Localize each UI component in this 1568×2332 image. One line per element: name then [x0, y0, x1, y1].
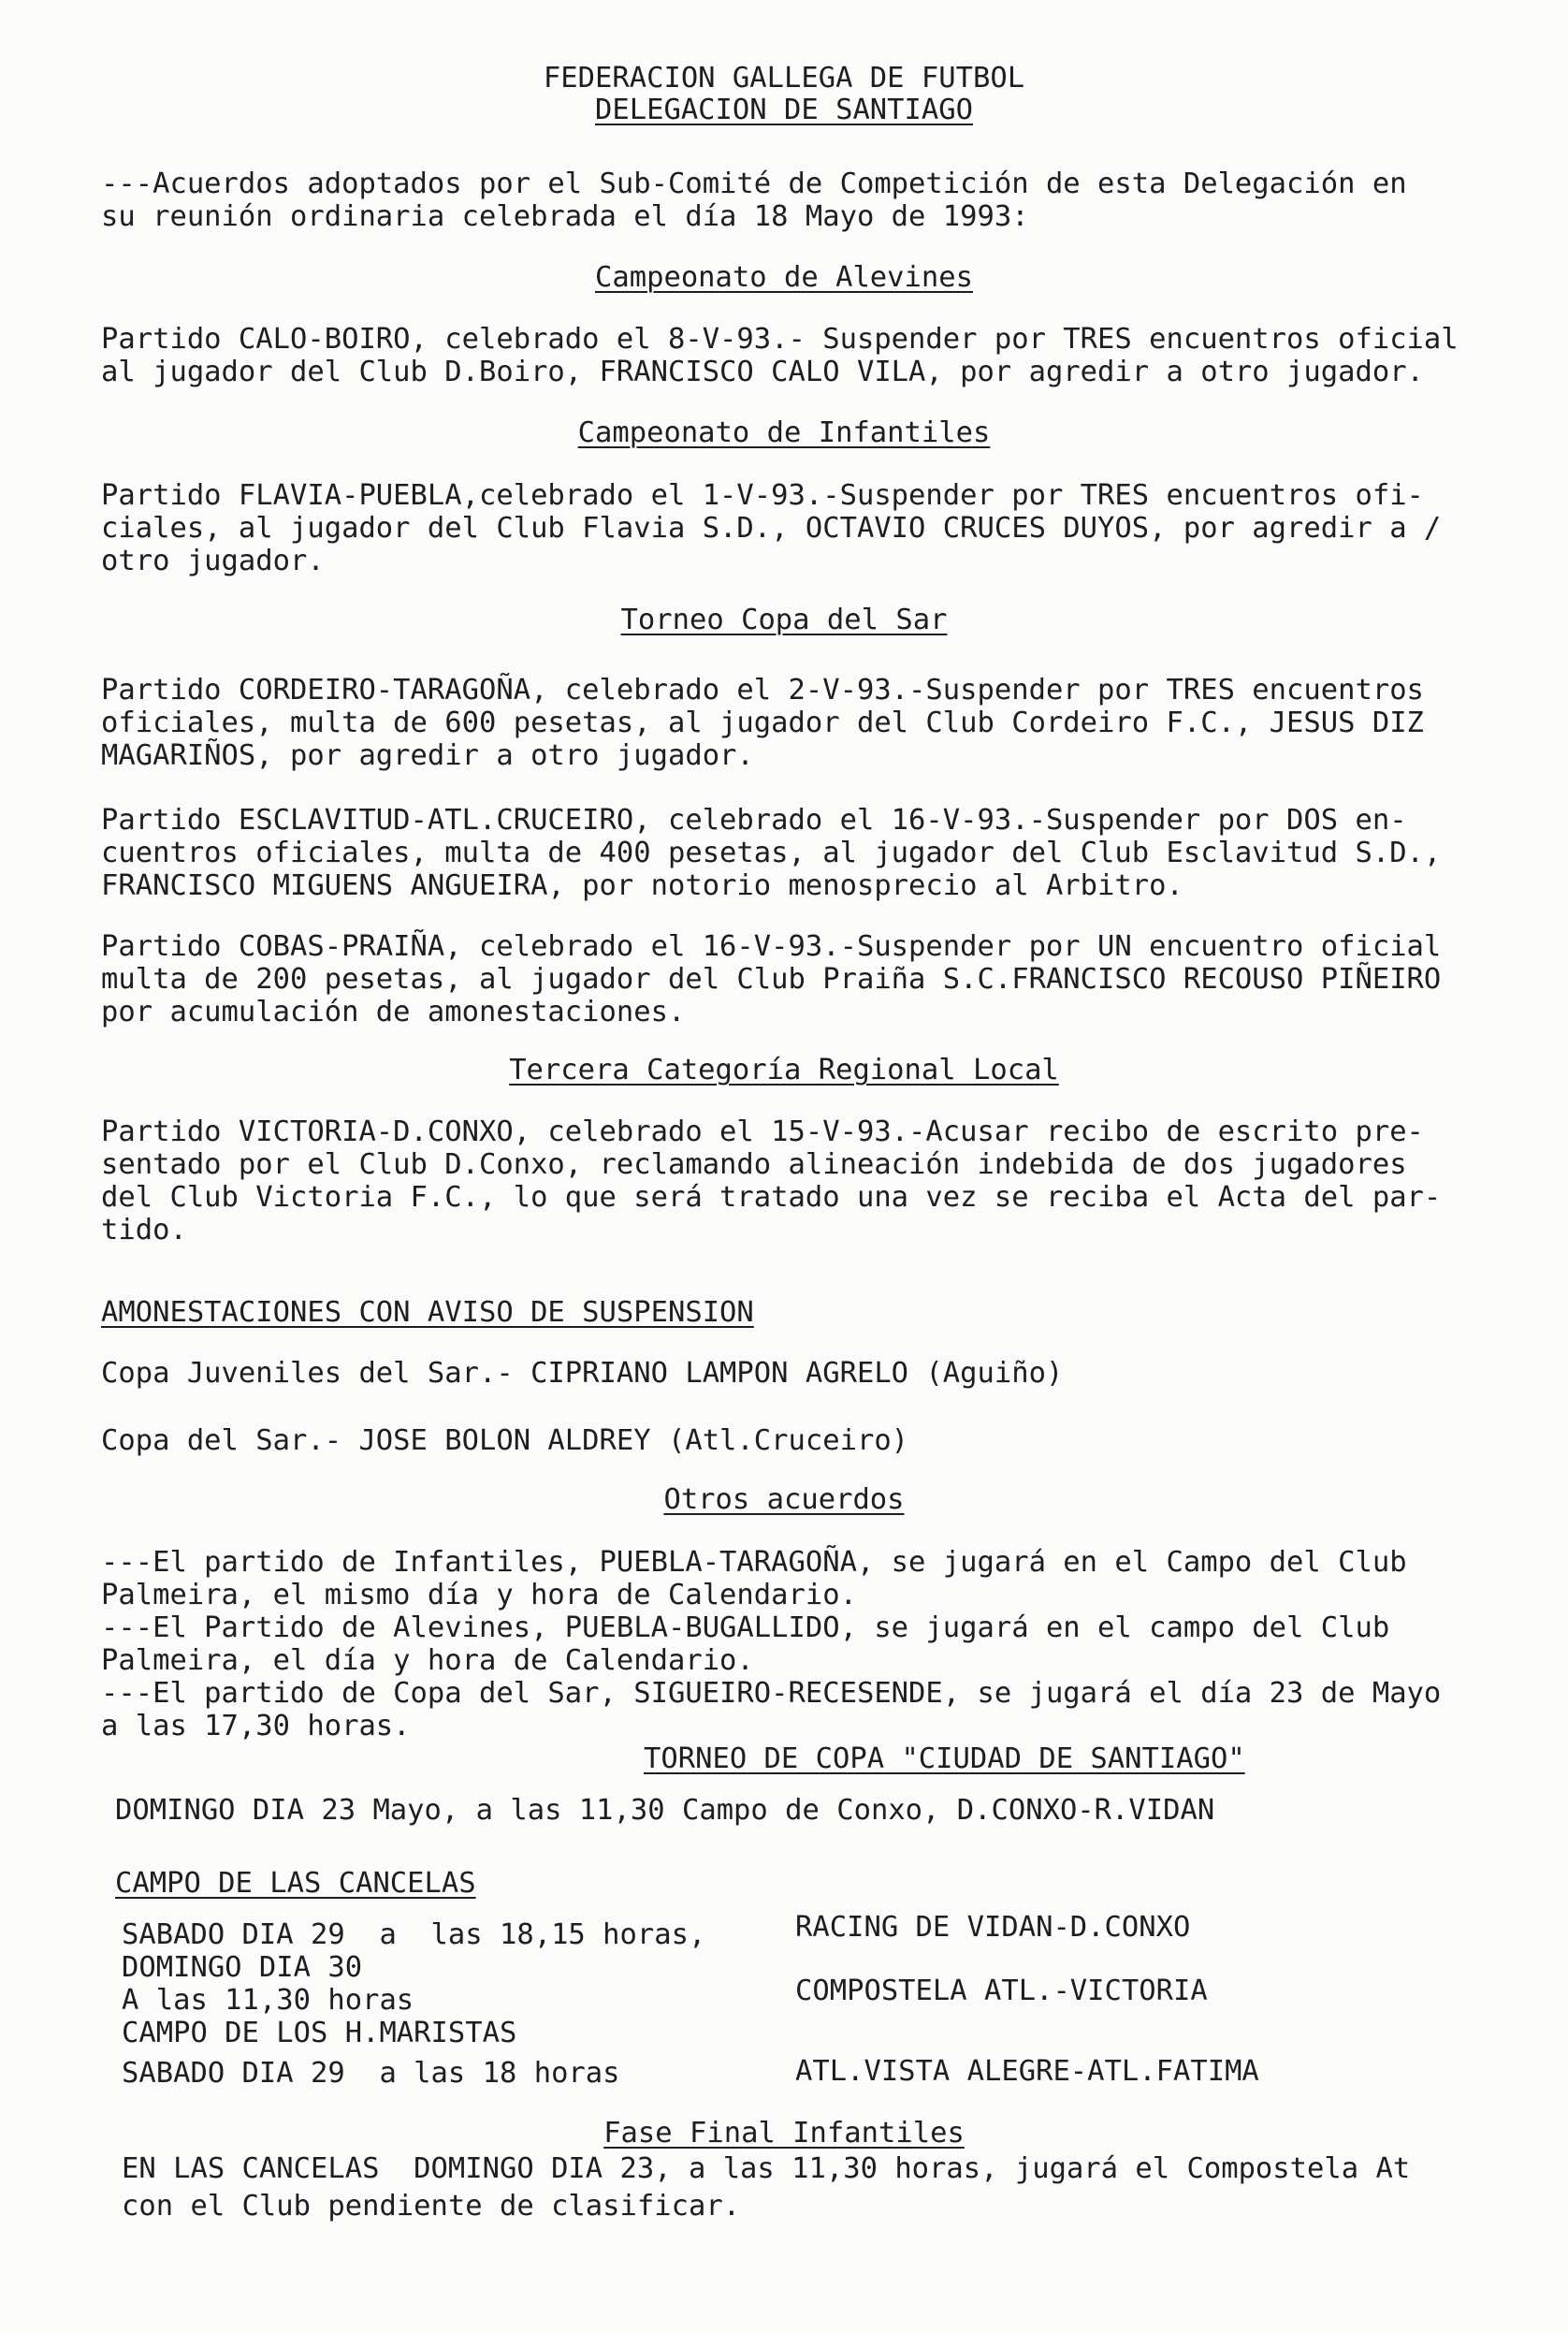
heading-tercera: Tercera Categoría Regional Local	[509, 1054, 1059, 1086]
intro-line-2: su reunión ordinaria celebrada el día 18 Mayo de 1993:	[101, 200, 1029, 233]
infantiles-line-3: otro jugador.	[101, 545, 325, 577]
heading-infantiles: Campeonato de Infantiles	[577, 416, 991, 449]
otros-line-1: ---El partido de Infantiles, PUEBLA-TARAGOÑA, se jugará en el Campo del Club	[101, 1546, 1407, 1579]
otros-line-3: ---El Partido de Alevines, PUEBLA-BUGALLIDO, se jugará en el campo del Club	[101, 1611, 1390, 1644]
cancelas-row2-left: DOMINGO DIA 30	[122, 1951, 363, 1984]
otros-line-2: Palmeira, el mismo día y hora de Calendario.	[101, 1579, 857, 1611]
heading-fase-final: Fase Final Infantiles	[603, 2117, 965, 2150]
header-federation: FEDERACION GALLEGA DE FUTBOL	[543, 62, 1025, 95]
copa-sar-p3-line-1: Partido COBAS-PRAIÑA, celebrado el 16-V-93.-Suspender por UN encuentro oficial	[101, 930, 1442, 963]
copa-sar-p2-line-1: Partido ESCLAVITUD-ATL.CRUCEIRO, celebrado el 16-V-93.-Suspender por DOS en-	[101, 804, 1407, 837]
copa-sar-p1-line-3: MAGARIÑOS, por agredir a otro jugador.	[101, 739, 754, 772]
copa-sar-p3-line-2: multa de 200 pesetas, al jugador del Club Praiña S.C.FRANCISCO RECOUSO PIÑEIRO	[101, 963, 1442, 996]
cancelas-row1-left: SABADO DIA 29 a las 18,15 horas,	[122, 1918, 706, 1951]
heading-amonestaciones: AMONESTACIONES CON AVISO DE SUSPENSION	[101, 1296, 754, 1329]
header-delegation: DELEGACION DE SANTIAGO	[595, 94, 973, 126]
otros-line-5: ---El partido de Copa del Sar, SIGUEIRO-RECESENDE, se jugará el día 23 de Mayo	[101, 1677, 1442, 1710]
tercera-line-3: del Club Victoria F.C., lo que será tratado una vez se reciba el Acta del par-	[101, 1181, 1442, 1214]
tercera-line-4: tido.	[101, 1214, 187, 1246]
heading-cancelas: CAMPO DE LAS CANCELAS	[115, 1867, 476, 1900]
tercera-line-1: Partido VICTORIA-D.CONXO, celebrado el 15-V-93.-Acusar recibo de escrito pre-	[101, 1115, 1424, 1148]
alevines-line-1: Partido CALO-BOIRO, celebrado el 8-V-93.- Suspender por TRES encuentros oficial	[101, 323, 1459, 356]
cancelas-row4-left: CAMPO DE LOS H.MARISTAS	[122, 2017, 517, 2049]
copa-sar-p3-line-3: por acumulación de amonestaciones.	[101, 996, 686, 1028]
cancelas-row5-right: ATL.VISTA ALEGRE-ATL.FATIMA	[795, 2055, 1259, 2088]
tercera-line-2: sentado por el Club D.Conxo, reclamando alineación indebida de dos jugadores	[101, 1148, 1407, 1181]
copa-sar-p2-line-3: FRANCISCO MIGUENS ANGUEIRA, por notorio menosprecio al Arbitro.	[101, 869, 1183, 902]
fase-final-line-2: con el Club pendiente de clasificar.	[122, 2190, 741, 2223]
infantiles-line-1: Partido FLAVIA-PUEBLA,celebrado el 1-V-93.-Suspender por TRES encuentros ofi-	[101, 479, 1424, 512]
cancelas-row1-right: RACING DE VIDAN-D.CONXO	[795, 1911, 1191, 1944]
cancelas-row3-left: A las 11,30 horas	[122, 1984, 414, 2017]
intro-line-1: ---Acuerdos adoptados por el Sub-Comité de Competición de esta Delegación en	[101, 168, 1407, 200]
heading-otros: Otros acuerdos	[663, 1483, 905, 1516]
otros-line-4: Palmeira, el día y hora de Calendario.	[101, 1644, 754, 1677]
amonestaciones-line-2: Copa del Sar.- JOSE BOLON ALDREY (Atl.Cruceiro)	[101, 1424, 909, 1457]
alevines-line-2: al jugador del Club D.Boiro, FRANCISCO CALO VILA, por agredir a otro jugador.	[101, 356, 1424, 388]
copa-sar-p2-line-2: cuentros oficiales, multa de 400 pesetas, al jugador del Club Esclavitud S.D.,	[101, 837, 1442, 869]
heading-copa-sar: Torneo Copa del Sar	[620, 604, 948, 636]
heading-torneo-ciudad: TORNEO DE COPA "CIUDAD DE SANTIAGO"	[644, 1742, 1245, 1775]
amonestaciones-line-1: Copa Juveniles del Sar.- CIPRIANO LAMPON AGRELO (Aguiño)	[101, 1357, 1064, 1390]
fase-final-line-1: EN LAS CANCELAS DOMINGO DIA 23, a las 11,30 horas, jugará el Compostela At	[122, 2152, 1411, 2185]
copa-sar-p1-line-2: oficiales, multa de 600 pesetas, al jugador del Club Cordeiro F.C., JESUS DIZ	[101, 707, 1424, 739]
copa-sar-p1-line-1: Partido CORDEIRO-TARAGOÑA, celebrado el 2-V-93.-Suspender por TRES encuentros	[101, 674, 1424, 707]
cancelas-row3-right: COMPOSTELA ATL.-VICTORIA	[795, 1975, 1208, 2007]
heading-alevines: Campeonato de Alevines	[595, 261, 973, 294]
otros-line-6: a las 17,30 horas.	[101, 1710, 411, 1742]
infantiles-line-2: ciales, al jugador del Club Flavia S.D., OCTAVIO CRUCES DUYOS, por agredir a /	[101, 512, 1442, 545]
torneo-ciudad-line: DOMINGO DIA 23 Mayo, a las 11,30 Campo de Conxo, D.CONXO-R.VIDAN	[115, 1794, 1215, 1827]
cancelas-row5-left: SABADO DIA 29 a las 18 horas	[122, 2057, 620, 2090]
